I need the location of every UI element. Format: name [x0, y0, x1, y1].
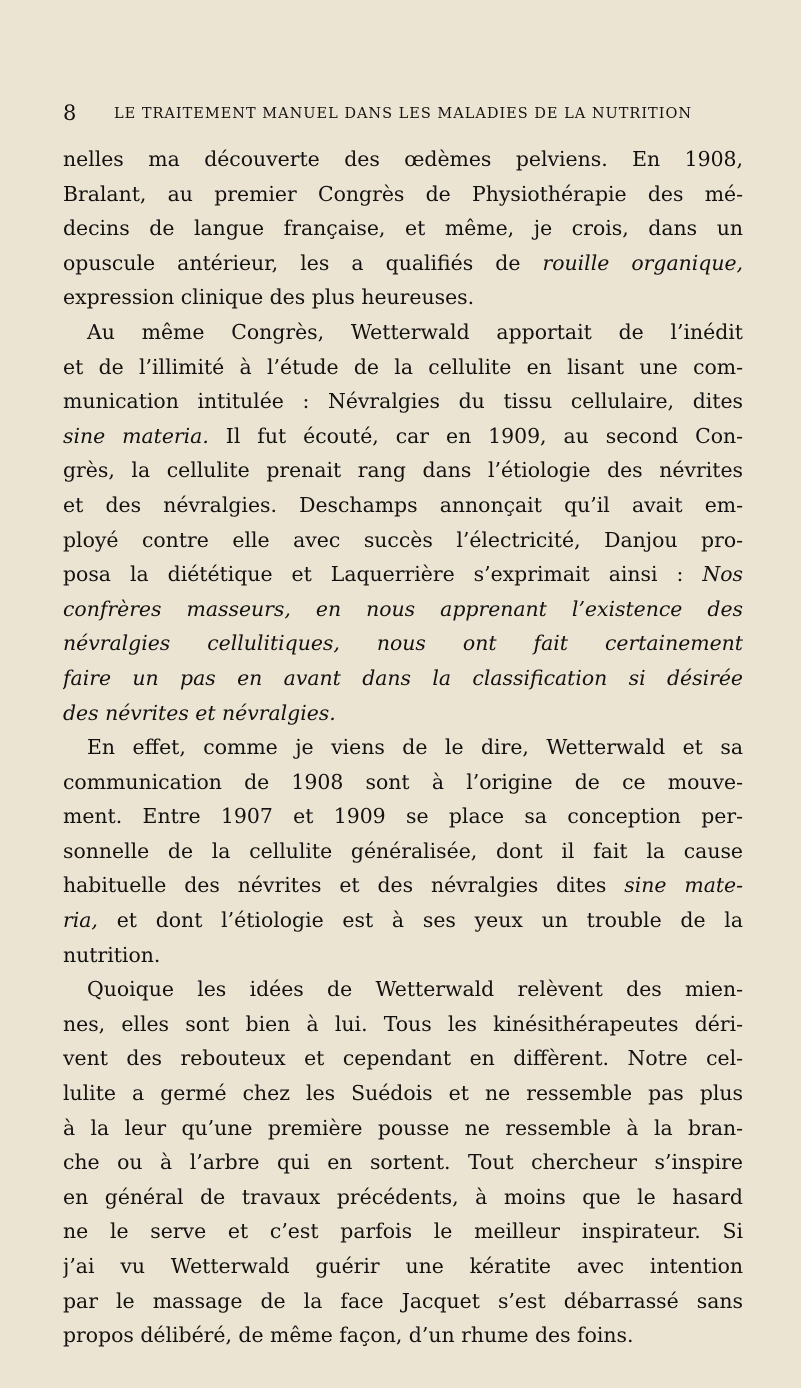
roman-text: expression clinique des plus heureuses.	[63, 285, 475, 310]
roman-text: Au même Congrès, Wetterwald apportait de l’inédit	[87, 319, 743, 344]
roman-text: Quoique les idées de Wetterwald relèvent des mien-	[87, 977, 743, 1002]
text-line	[63, 488, 743, 523]
roman-text: et de l’illimité à l’étude de la cellulite en lisant une com-	[63, 354, 743, 379]
roman-text: j’ai vu Wetterwald guérir une kératite avec intention	[63, 1254, 743, 1278]
roman-text: propos délibéré, de même façon, d’un rhume des foins.	[63, 1323, 634, 1348]
italic-text: névralgies cellulitiques, nous ont fait certainement	[63, 631, 743, 656]
text-line	[63, 661, 743, 696]
text-line	[63, 557, 743, 592]
roman-text: habituelle des névrites et des névralgies dites	[63, 873, 625, 898]
text-line	[63, 1318, 743, 1353]
roman-text: opuscule antérieur, les a qualifiés de	[63, 250, 543, 275]
text-line	[63, 280, 743, 315]
text-line	[63, 1041, 743, 1076]
roman-text: nes, elles sont bien à lui. Tous les kinésithérapeutes déri-	[63, 1011, 743, 1036]
roman-text: et des névralgies. Deschamps annonçait qu’il avait em-	[63, 492, 743, 517]
text-line	[63, 1180, 743, 1215]
text-line	[63, 592, 743, 627]
roman-text: decins de langue française, et même, je crois, dans un	[63, 216, 743, 241]
italic-text: rouille organique,	[542, 250, 743, 275]
text-line	[63, 626, 743, 661]
roman-text: par le massage de la face Jacquet s’est débarrassé sans	[63, 1288, 743, 1313]
text-line	[63, 765, 743, 800]
roman-text: sonnelle de la cellulite généralisée, dont il fait la cause	[63, 838, 743, 863]
italic-text: des névrites et névralgies.	[63, 700, 336, 725]
text-line	[63, 696, 743, 731]
text-line	[63, 730, 743, 765]
roman-text: En effet, comme je viens de le dire, Wetterwald et sa	[87, 735, 743, 760]
roman-text: Il fut écouté, car en 1909, au second Con-	[208, 423, 743, 448]
roman-text: che ou à l’arbre qui en sortent. Tout chercheur s’inspire	[63, 1150, 743, 1175]
roman-text: ployé contre elle avec succès l’électricité, Danjou pro-	[63, 527, 743, 552]
text-line	[63, 834, 743, 869]
text-line	[63, 142, 743, 177]
text-line	[63, 1076, 743, 1111]
roman-text: posa la diététique et Laquerrière s’exprimait ainsi :	[63, 562, 703, 587]
text-line	[63, 1145, 743, 1180]
italic-text: confrères masseurs, en nous apprenant l’existence des	[63, 596, 743, 621]
text-line	[63, 938, 743, 973]
body-text	[63, 142, 743, 1353]
text-line	[63, 177, 743, 212]
text-line	[63, 523, 743, 558]
text-line	[63, 350, 743, 385]
text-line	[63, 868, 743, 903]
text-line	[63, 903, 743, 938]
text-line	[63, 1007, 743, 1042]
text-line	[63, 1111, 743, 1146]
text-line	[63, 1249, 743, 1284]
roman-text: à la leur qu’une première pousse ne ressemble à la bran-	[63, 1115, 743, 1140]
italic-text: ria,	[63, 908, 98, 933]
roman-text: vent des rebouteux et cependant en diffèrent. Notre cel-	[63, 1046, 743, 1071]
roman-text: nelles ma découverte des œdèmes pelviens. En 1908,	[63, 147, 743, 171]
italic-text: Nos	[702, 562, 743, 587]
text-line	[63, 211, 743, 246]
text-line	[63, 1214, 743, 1249]
italic-text: sine mate-	[624, 873, 743, 898]
running-title: LE TRAITEMENT MANUEL DANS LES MALADIES DE LA NUTRITION	[114, 106, 693, 122]
italic-text: faire un pas en avant dans la classification si désirée	[63, 665, 743, 690]
roman-text: grès, la cellulite prenait rang dans l’étiologie des névrites	[63, 458, 743, 483]
roman-text: en général de travaux précédents, à moins que le hasard	[63, 1184, 743, 1209]
roman-text: communication de 1908 sont à l’origine de ce mouve-	[63, 769, 743, 794]
text-line	[63, 1284, 743, 1319]
text-line	[63, 453, 743, 488]
text-line	[63, 246, 743, 281]
roman-text: Bralant, au premier Congrès de Physiothérapie des mé-	[63, 181, 743, 206]
text-line	[63, 384, 743, 419]
text-line	[63, 972, 743, 1007]
roman-text: lulite a germé chez les Suédois et ne ressemble pas plus	[63, 1081, 743, 1106]
roman-text: ment. Entre 1907 et 1909 se place sa conception per-	[63, 804, 743, 829]
roman-text: munication intitulée : Névralgies du tissu cellulaire, dites	[63, 389, 743, 414]
running-header	[63, 100, 743, 126]
roman-text: et dont l’étiologie est à ses yeux un trouble de la	[97, 908, 743, 933]
roman-text: ne le serve et c’est parfois le meilleur inspirateur. Si	[63, 1219, 743, 1244]
text-line	[63, 799, 743, 834]
page-number: 8	[63, 101, 77, 125]
text-line	[63, 315, 743, 350]
italic-text: sine materia.	[63, 423, 209, 448]
text-line	[63, 419, 743, 454]
roman-text: nutrition.	[63, 942, 161, 967]
